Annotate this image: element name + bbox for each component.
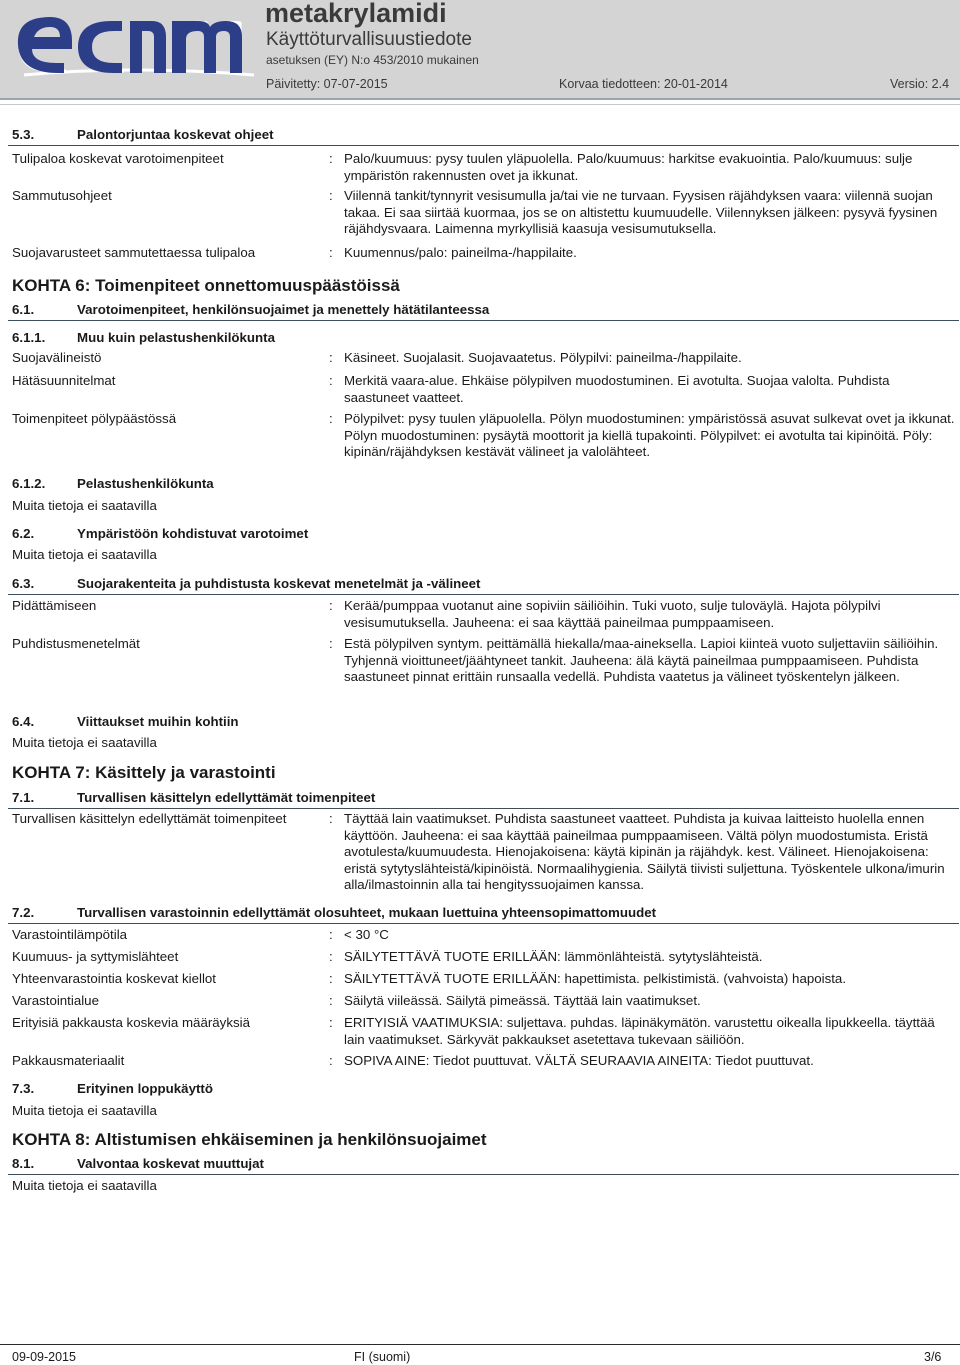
row-label: Varastointialue: [12, 993, 99, 1008]
row-value: Viilennä tankit/tynnyrit vesisumulla ja/tai vie ne turvaan. Fyysisen räjähdyksen vaara: viilennä suojan takaa. Ei saa siirtää kuormaa, jos se on altistettu kuumuudelle. Viilennyksen jälkeen: pysyvä fyysinen räjähdysvaara. Laimenna myrkyllisiä kaasuja vesisumutuksella.: [344, 188, 938, 236]
row-colon: :: [329, 1053, 333, 1068]
section-title: Ympäristöön kohdistuvat varotoimet: [77, 526, 309, 541]
section-title: Palontorjuntaa koskevat ohjeet: [77, 127, 274, 142]
subsection-title: Muu kuin pelastushenkilökunta: [77, 330, 275, 345]
section-number: 6.3.: [12, 576, 35, 591]
row-label: Hätäsuunnitelmat: [12, 373, 116, 388]
row-colon: :: [329, 1015, 333, 1030]
row-colon: :: [329, 373, 333, 388]
row-label: Suojavälineistö: [12, 350, 102, 365]
no-data-text: Muita tietoja ei saatavilla: [12, 498, 157, 513]
row-colon: :: [329, 949, 333, 964]
row-label: Pakkausmateriaalit: [12, 1053, 125, 1068]
section-underline: [8, 320, 959, 321]
row-value: SOPIVA AINE: Tiedot puuttuvat. VÄLTÄ SEURAAVIA AINEITA: Tiedot puuttuvat.: [344, 1053, 814, 1068]
chapter-title: KOHTA 8: Altistumisen ehkäiseminen ja henkilönsuojaimet: [12, 1130, 487, 1149]
section-number: 7.3.: [12, 1081, 35, 1096]
row-colon: :: [329, 636, 333, 651]
footer-language: FI (suomi): [354, 1350, 411, 1364]
row-colon: :: [329, 151, 333, 166]
section-underline: [8, 1174, 959, 1175]
row-colon: :: [329, 350, 333, 365]
section-title: Turvallisen varastoinnin edellyttämät olosuhteet, mukaan luettuina yhteensopimattomuudet: [77, 905, 657, 920]
no-data-text: Muita tietoja ei saatavilla: [12, 1103, 157, 1118]
row-colon: :: [329, 245, 333, 260]
section-number: 7.2.: [12, 905, 35, 920]
no-data-text: Muita tietoja ei saatavilla: [12, 547, 157, 562]
row-value: Palo/kuumuus: pysy tuulen yläpuolella. Palo/kuumuus: harkitse evakuointia. Palo/kuumuus: sulje ympäristön rakennusten ovet ja ikkunat.: [344, 151, 913, 183]
row-colon: :: [329, 971, 333, 986]
row-value: Kuumennus/palo: paineilma-/happilaite.: [344, 245, 577, 260]
ecem-logo: [14, 5, 262, 79]
section-title: Suojarakenteita ja puhdistusta koskevat menetelmät ja -välineet: [77, 576, 481, 591]
row-label: Toimenpiteet pölypäästössä: [12, 411, 177, 426]
subsection-number: 6.1.1.: [12, 330, 46, 345]
section-title: Turvallisen käsittelyn edellyttämät toimenpiteet: [77, 790, 376, 805]
row-value: Pölypilvet: pysy tuulen yläpuolella. Pölyn muodostuminen: ympäristössä asuvat sulkevat ovet ja ikkunat. Pölyn muodostuminen: pysäytä moottorit ja kiellä tupakointi. Pölypilvet: ei avotulta tai kipinöitä. Pöly: kipinän/räjähdyksen kestävät välineet ja valolähteet.: [344, 411, 955, 459]
section-number: 6.4.: [12, 714, 35, 729]
divider: [0, 104, 960, 105]
row-colon: :: [329, 188, 333, 203]
section-title: Valvontaa koskevat muuttujat: [77, 1156, 264, 1171]
section-number: 6.1.: [12, 302, 35, 317]
row-value: Estä pölypilven syntym. peittämällä hiekalla/maa-aineksella. Lapioi kiinteä vuoto suljettaviin säiliöihin. Tyhjennä vioittuneet/jäähtyneet tankit. Jauheena: älä käytä paineilmaa pumppaamiseen. Puhdista saastuneet pinnat erittäin runsaalla vedellä. Puhdista vaatetus ja välineet työskentelyn jälkeen.: [344, 636, 939, 684]
row-value: Merkitä vaara-alue. Ehkäise pölypilven muodostuminen. Ei avotulta. Suojaa valolta. Puhdista saastuneet vaatteet.: [344, 373, 890, 405]
section-underline: [8, 923, 959, 924]
version-label: Versio: 2.4: [890, 77, 950, 91]
section-number: 6.2.: [12, 526, 35, 541]
row-label: Turvallisen käsittelyn edellyttämät toimenpiteet: [12, 811, 287, 826]
row-label: Suojavarusteet sammutettaessa tulipaloa: [12, 245, 256, 260]
section-underline: [8, 145, 959, 146]
row-value: Säilytä viileässä. Säilytä pimeässä. Täyttää lain vaatimukset.: [344, 993, 701, 1008]
row-label: Puhdistusmenetelmät: [12, 636, 140, 651]
row-label: Erityisiä pakkausta koskevia määräyksiä: [12, 1015, 250, 1030]
page-number: 3/6: [924, 1350, 942, 1364]
section-number: 5.3.: [12, 127, 35, 142]
subsection-title: Pelastushenkilökunta: [77, 476, 214, 491]
section-title: Erityinen loppukäyttö: [77, 1081, 213, 1096]
row-label: Pidättämiseen: [12, 598, 97, 613]
document-subtitle: Käyttöturvallisuustiedote: [266, 29, 472, 50]
row-label: Yhteenvarastointia koskevat kiellot: [12, 971, 216, 986]
regulation-note: asetuksen (EY) N:o 453/2010 mukainen: [266, 53, 479, 67]
section-title: Varotoimenpiteet, henkilönsuojaimet ja menettely hätätilanteessa: [77, 302, 490, 317]
no-data-text: Muita tietoja ei saatavilla: [12, 1178, 157, 1193]
row-value: Kerää/pumppaa vuotanut aine sopiviin säiliöihin. Tuki vuoto, sulje tuloväylä. Hajota pölypilvi vesisumutuksella. Jauheena: ei saa käyttää paineilmaa pumppaamiseen.: [344, 598, 881, 630]
document-header: [0, 0, 960, 100]
row-value: Täyttää lain vaatimukset. Puhdista saastuneet vaatteet. Puhdista ja kuivaa laitteisto huolella ennen käyttöön. Jauheena: ei saa käyttää paineilmaa pumppaamiseen. Vältä pölyn muodostumista. Eristä avotulesta/kuumuudesta. Hienojakoisena: käytä kipinän ja räjähdyk. kest. Välineet. Hienojakoisena: eristä sytytyslähteistä/kipinöistä. Normaalihygienia. Säilytä tiivisti suljettuna. Työskentele ulkona/imurin alla/ilmastoinnin alla tai hengityssuojaimen kanssa.: [344, 811, 945, 892]
row-colon: :: [329, 927, 333, 942]
section-number: 7.1.: [12, 790, 35, 805]
document-title: metakrylamidi: [265, 0, 447, 28]
subsection-number: 6.1.2.: [12, 476, 46, 491]
row-value: ERITYISIÄ VAATIMUKSIA: suljettava. puhdas. läpinäkymätön. varustettu oikealla lipukkeella. täyttää lain vaatimukset. Särkyvät pakkaukset asetettava tukevaan säiliöön.: [344, 1015, 935, 1047]
section-underline: [8, 594, 959, 595]
section-title: Viittaukset muihin kohtiin: [77, 714, 239, 729]
row-value: SÄILYTETTÄVÄ TUOTE ERILLÄÄN: hapettimista. pelkistimistä. (vahvoista) hapoista.: [344, 971, 847, 986]
chapter-title: KOHTA 7: Käsittely ja varastointi: [12, 763, 276, 782]
row-value: SÄILYTETTÄVÄ TUOTE ERILLÄÄN: lämmönlähteistä. sytytyslähteistä.: [344, 949, 763, 964]
replaces-date: Korvaa tiedotteen: 20-01-2014: [559, 77, 728, 91]
row-colon: :: [329, 993, 333, 1008]
row-colon: :: [329, 411, 333, 426]
footer-date: 09-09-2015: [12, 1350, 76, 1364]
row-colon: :: [329, 811, 333, 826]
updated-date: Päivitetty: 07-07-2015: [266, 77, 388, 91]
no-data-text: Muita tietoja ei saatavilla: [12, 735, 157, 750]
footer-rule: [0, 1344, 960, 1345]
chapter-title: KOHTA 6: Toimenpiteet onnettomuuspäästöissä: [12, 276, 400, 295]
row-label: Sammutusohjeet: [12, 188, 112, 203]
row-value: Käsineet. Suojalasit. Suojavaatetus. Pölypilvi: paineilma-/happilaite.: [344, 350, 742, 365]
row-label: Kuumuus- ja syttymislähteet: [12, 949, 179, 964]
section-underline: [8, 808, 959, 809]
row-label: Tulipaloa koskevat varotoimenpiteet: [12, 151, 224, 166]
row-value: < 30 °C: [344, 927, 389, 942]
section-number: 8.1.: [12, 1156, 35, 1171]
row-label: Varastointilämpötila: [12, 927, 128, 942]
row-colon: :: [329, 598, 333, 613]
header-rule: [0, 98, 960, 100]
